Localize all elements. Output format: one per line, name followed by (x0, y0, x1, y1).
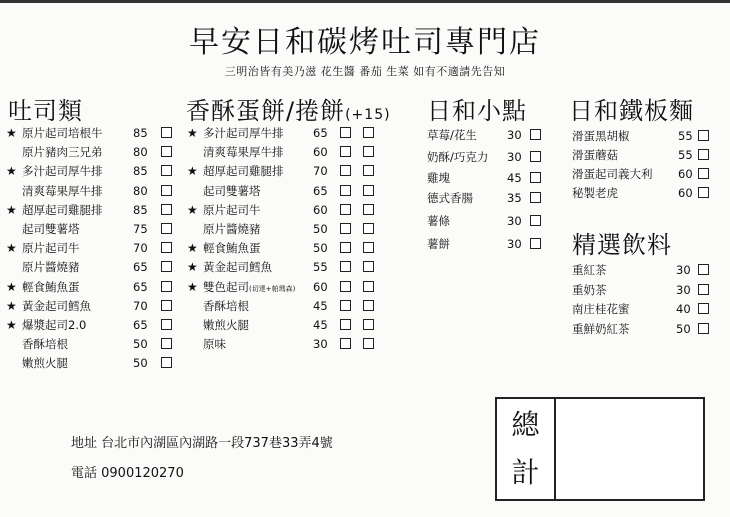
item-price: 35 (507, 191, 522, 205)
order-checkbox[interactable] (698, 168, 709, 179)
order-checkbox[interactable] (161, 319, 172, 330)
item-price: 60 (313, 145, 328, 159)
order-checkbox[interactable] (530, 215, 541, 226)
item-name-text: 輕食鮪魚蛋 (203, 241, 261, 255)
order-checkbox[interactable] (340, 261, 351, 272)
item-name-text: 嫩煎火腿 (22, 356, 68, 370)
item-name (22, 124, 103, 142)
shop-title: 早安日和碳烤吐司專門店 (189, 25, 541, 60)
order-checkbox[interactable] (340, 281, 351, 292)
item-price: 65 (133, 318, 148, 332)
item-name (572, 320, 630, 338)
item-name-text: 滑蛋黑胡椒 (572, 129, 630, 143)
item-price: 50 (133, 356, 148, 370)
star-icon: ★ (187, 203, 198, 217)
order-checkbox[interactable] (698, 149, 709, 160)
star-icon: ★ (6, 318, 17, 332)
order-checkbox[interactable] (161, 281, 172, 292)
order-checkbox[interactable] (340, 146, 351, 157)
order-checkbox[interactable] (161, 261, 172, 272)
order-checkbox[interactable] (340, 319, 351, 330)
item-name-text: 重奶茶 (572, 283, 607, 297)
item-name (427, 126, 477, 144)
item-price: 60 (678, 186, 693, 200)
star-icon: ★ (187, 280, 198, 294)
item-name-text: 秘製老虎 (572, 186, 618, 200)
order-checkbox[interactable] (340, 127, 351, 138)
order-checkbox[interactable] (698, 323, 709, 334)
item-name (22, 239, 80, 257)
item-name (22, 182, 103, 200)
item-name-text: 德式香腸 (427, 191, 473, 205)
star-icon: ★ (187, 126, 198, 140)
item-price: 85 (133, 126, 148, 140)
item-name (22, 297, 91, 315)
order-checkbox[interactable] (698, 187, 709, 198)
star-icon: ★ (187, 260, 198, 274)
item-name-text: 薯條 (427, 214, 450, 228)
item-price: 60 (678, 167, 693, 181)
item-name-text: 清爽莓果厚牛排 (22, 184, 103, 198)
order-checkbox[interactable] (161, 185, 172, 196)
item-price: 30 (507, 214, 522, 228)
item-name (22, 278, 80, 296)
item-name-text: 超厚起司雞腿排 (22, 203, 103, 217)
item-name-text: 多汁起司厚牛排 (203, 126, 284, 140)
item-price: 60 (313, 280, 328, 294)
item-price: 30 (676, 283, 691, 297)
order-checkbox[interactable] (340, 223, 351, 234)
item-price: 30 (676, 263, 691, 277)
item-name (22, 335, 68, 353)
total-box (495, 397, 705, 501)
star-icon: ★ (6, 299, 17, 313)
item-price: 55 (678, 148, 693, 162)
item-name (427, 169, 450, 187)
star-icon: ★ (187, 164, 198, 178)
item-name (203, 316, 249, 334)
item-price: 55 (313, 260, 328, 274)
item-name (427, 212, 450, 230)
order-checkbox[interactable] (340, 242, 351, 253)
order-checkbox[interactable] (161, 146, 172, 157)
order-checkbox[interactable] (363, 146, 374, 157)
order-checkbox[interactable] (530, 151, 541, 162)
item-name (427, 148, 488, 166)
order-checkbox[interactable] (363, 281, 374, 292)
star-icon: ★ (187, 241, 198, 255)
item-price: 85 (133, 203, 148, 217)
item-name (572, 165, 653, 183)
item-name-text: 原片起司牛 (203, 203, 261, 217)
order-checkbox[interactable] (530, 129, 541, 140)
section-title-drinks: 精選飲料 (572, 231, 672, 259)
order-checkbox[interactable] (161, 223, 172, 234)
phone-text: 電話 0900120270 (71, 466, 184, 481)
item-price: 60 (313, 203, 328, 217)
total-label (497, 399, 556, 499)
item-name-text: 原味 (203, 337, 226, 351)
order-checkbox[interactable] (698, 130, 709, 141)
item-price: 30 (507, 237, 522, 251)
order-checkbox[interactable] (340, 204, 351, 215)
item-name-text: 黃金起司鱈魚 (22, 299, 91, 313)
item-price: 45 (313, 318, 328, 332)
item-price: 85 (133, 164, 148, 178)
address-text: 地址 台北市內湖區內湖路一段737巷33弄4號 (71, 436, 333, 451)
order-checkbox[interactable] (530, 238, 541, 249)
total-write-area[interactable] (558, 399, 703, 499)
item-name (203, 335, 226, 353)
item-name-text: 原片醬燒豬 (203, 222, 261, 236)
item-price: 55 (678, 129, 693, 143)
item-price: 50 (133, 337, 148, 351)
item-name-text: 雙色起司 (203, 280, 249, 294)
shop-subtitle: 三明治皆有美乃滋 花生醬 番茄 生菜 如有不適請先告知 (224, 65, 506, 78)
item-price: 80 (133, 184, 148, 198)
order-checkbox[interactable] (363, 204, 374, 215)
item-price: 70 (133, 299, 148, 313)
item-name (572, 281, 607, 299)
item-price: 30 (313, 337, 328, 351)
item-name-text: 原片醬燒豬 (22, 260, 80, 274)
item-price: 50 (676, 322, 691, 336)
item-name (203, 143, 284, 161)
item-name (572, 184, 618, 202)
item-price: 45 (507, 171, 522, 185)
item-name (572, 127, 630, 145)
item-name-text: 草莓/花生 (427, 128, 477, 142)
item-name-text: 爆漿起司2.0 (22, 318, 87, 332)
item-name (427, 235, 450, 253)
item-name (203, 182, 261, 200)
order-checkbox[interactable] (530, 192, 541, 203)
order-checkbox[interactable] (698, 264, 709, 275)
item-note: (切達+帕瑪森) (249, 285, 296, 293)
item-name (22, 201, 103, 219)
section-title-toast: 吐司類 (8, 97, 83, 125)
item-name (203, 297, 249, 315)
order-checkbox[interactable] (363, 185, 374, 196)
item-name-text: 嫩煎火腿 (203, 318, 249, 332)
item-name-text: 超厚起司雞腿排 (203, 164, 284, 178)
order-checkbox[interactable] (161, 357, 172, 368)
item-name (22, 354, 68, 372)
item-name (22, 316, 86, 334)
item-name (572, 261, 607, 279)
section-title-snacks: 日和小點 (427, 97, 527, 125)
item-name-text: 香酥培根 (22, 337, 68, 351)
order-checkbox[interactable] (363, 242, 374, 253)
order-checkbox[interactable] (340, 185, 351, 196)
order-checkbox[interactable] (698, 284, 709, 295)
item-name (22, 143, 103, 161)
item-name (22, 162, 103, 180)
item-price: 65 (133, 280, 148, 294)
item-name (22, 220, 80, 238)
item-name-text: 雞塊 (427, 171, 450, 185)
item-name-text: 起司雙薯塔 (22, 222, 80, 236)
item-price: 65 (313, 184, 328, 198)
order-checkbox[interactable] (340, 338, 351, 349)
order-checkbox[interactable] (161, 338, 172, 349)
item-name-text: 原片起司牛 (22, 241, 80, 255)
item-name-text: 滑蛋起司義大利 (572, 167, 653, 181)
item-name-text: 多汁起司厚牛排 (22, 164, 103, 178)
item-price: 65 (133, 260, 148, 274)
item-price: 75 (133, 222, 148, 236)
item-name (572, 300, 630, 318)
item-name (203, 124, 284, 142)
item-price: 70 (133, 241, 148, 255)
section-title-crepe (186, 91, 391, 126)
order-checkbox[interactable] (161, 300, 172, 311)
star-icon: ★ (6, 241, 17, 255)
item-name-text: 輕食鮪魚蛋 (22, 280, 80, 294)
order-checkbox[interactable] (363, 223, 374, 234)
order-checkbox[interactable] (698, 303, 709, 314)
item-name (203, 239, 261, 257)
item-name-text: 起司雙薯塔 (203, 184, 261, 198)
item-name-text: 薯餅 (427, 237, 450, 251)
total-label-char-2: 計 (511, 456, 540, 489)
order-checkbox[interactable] (363, 338, 374, 349)
item-name (22, 258, 80, 276)
item-name-text: 南庄桂花蜜 (572, 302, 630, 316)
order-checkbox[interactable] (363, 165, 374, 176)
item-name (203, 258, 272, 276)
item-price: 30 (507, 150, 522, 164)
order-checkbox[interactable] (161, 127, 172, 138)
section-title-noodles: 日和鐵板麵 (569, 97, 694, 125)
total-label-char-1: 總 (511, 408, 540, 441)
item-price: 50 (313, 241, 328, 255)
order-checkbox[interactable] (363, 127, 374, 138)
item-price: 70 (313, 164, 328, 178)
crepe-title-suffix: (+15) (345, 107, 391, 123)
order-checkbox[interactable] (161, 165, 172, 176)
item-name-text: 滑蛋蘑菇 (572, 148, 618, 162)
item-price: 80 (133, 145, 148, 159)
item-name-text: 奶酥/巧克力 (427, 150, 489, 164)
item-name-text: 原片起司培根牛 (22, 126, 103, 140)
item-price: 50 (313, 222, 328, 236)
item-price: 30 (507, 128, 522, 142)
star-icon: ★ (6, 280, 17, 294)
item-name (572, 146, 618, 164)
order-checkbox[interactable] (161, 204, 172, 215)
item-price: 40 (676, 302, 691, 316)
item-price: 65 (313, 126, 328, 140)
order-checkbox[interactable] (340, 300, 351, 311)
item-name-text: 重鮮奶紅茶 (572, 322, 630, 336)
star-icon: ★ (6, 203, 17, 217)
star-icon: ★ (6, 126, 17, 140)
item-name-text: 黃金起司鱈魚 (203, 260, 272, 274)
item-name-text: 原片豬肉三兄弟 (22, 145, 103, 159)
order-checkbox[interactable] (363, 300, 374, 311)
order-checkbox[interactable] (340, 165, 351, 176)
item-name-text: 香酥培根 (203, 299, 249, 313)
item-name-text: 重紅茶 (572, 263, 607, 277)
item-price: 45 (313, 299, 328, 313)
order-checkbox[interactable] (530, 172, 541, 183)
item-name-text: 清爽莓果厚牛排 (203, 145, 284, 159)
item-name (203, 162, 284, 180)
order-checkbox[interactable] (363, 319, 374, 330)
item-name (427, 189, 473, 207)
order-checkbox[interactable] (363, 261, 374, 272)
crepe-title-text: 香酥蛋餅/捲餅 (186, 97, 346, 125)
order-checkbox[interactable] (161, 242, 172, 253)
star-icon: ★ (6, 164, 17, 178)
item-name (203, 201, 261, 219)
item-name (203, 220, 261, 238)
item-name (203, 278, 295, 298)
